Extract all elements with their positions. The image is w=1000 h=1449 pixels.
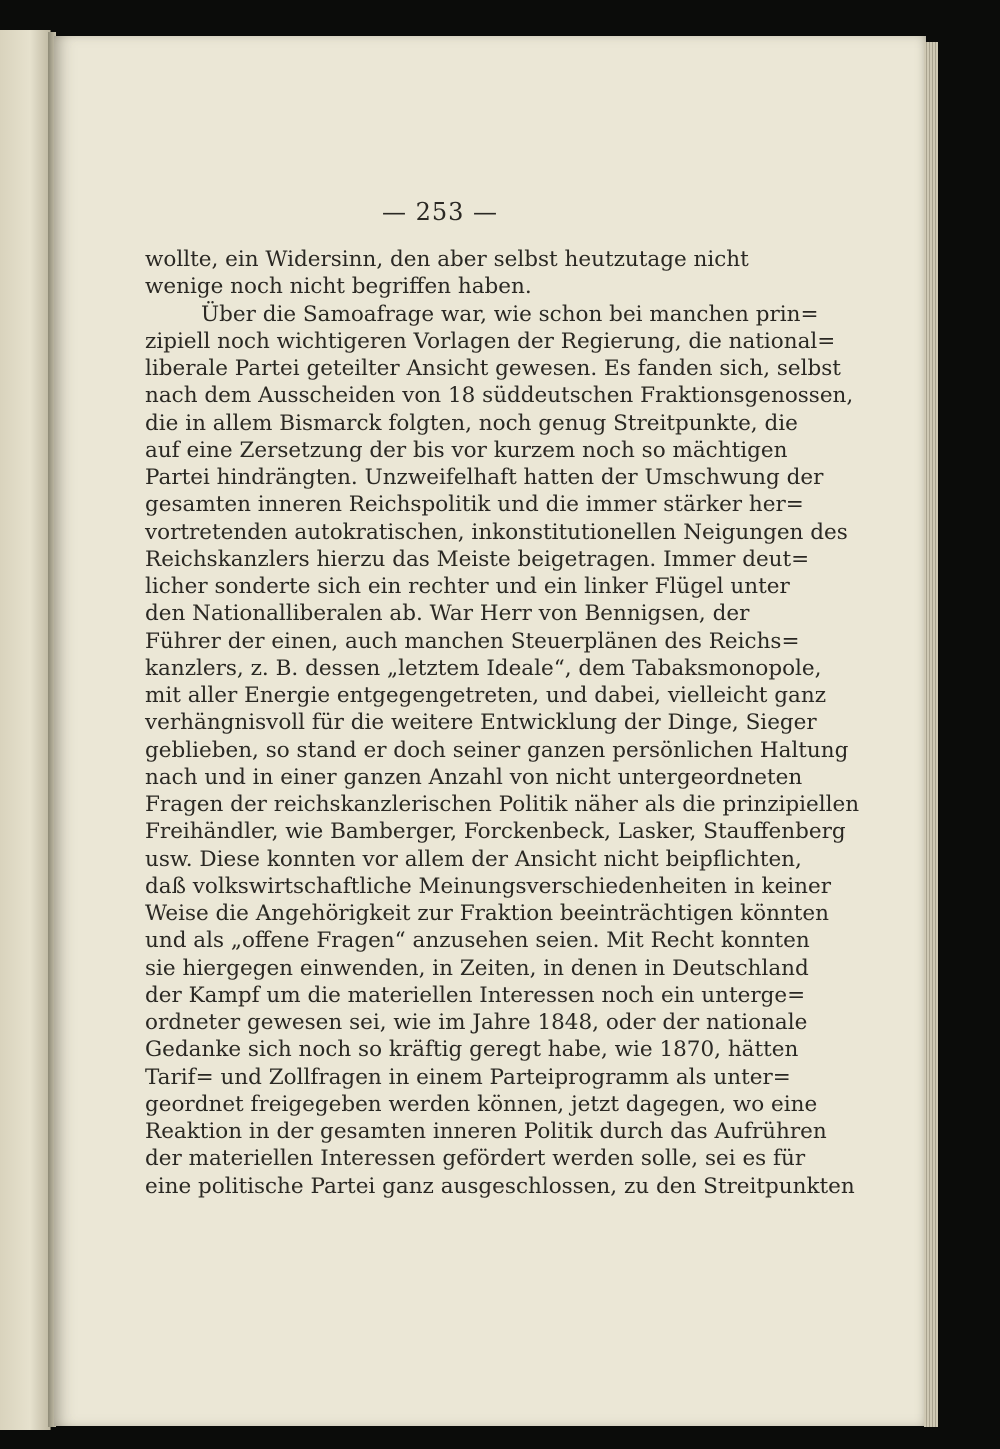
text-line: wollte, ein Widersinn, den aber selbst heutzutage nicht <box>145 247 749 272</box>
text-line: und als „offene Fragen“ anzusehen seien. Mit Recht konnten <box>145 928 810 954</box>
text-line: den Nationalliberalen ab. War Herr von Bennigsen, der <box>145 601 750 627</box>
text-line: vortretenden autokratischen, inkonstitutionellen Neigungen des <box>145 519 848 545</box>
text-line: mit aller Energie entgegengetreten, und dabei, vielleicht ganz <box>145 683 827 708</box>
text-line: Weise die Angehörigkeit zur Fraktion beeinträchtigen könnten <box>145 901 829 926</box>
text-line: Partei hindrängten. Unzweifelhaft hatten der Umschwung der <box>145 465 824 490</box>
text-line: nach und in einer ganzen Anzahl von nicht untergeordneten <box>145 764 803 790</box>
text-line: Tarif= und Zollfragen in einem Parteiprogramm als unter= <box>145 1064 791 1090</box>
text-line: verhängnisvoll für die weitere Entwicklung der Dinge, Sieger <box>145 710 817 736</box>
text-line: die in allem Bismarck folgten, noch genug Streitpunkte, die <box>145 410 798 436</box>
text-line: liberale Partei geteilter Ansicht gewesen. Es fanden sich, selbst <box>145 356 841 381</box>
text-line: der materiellen Interessen gefördert werden solle, sei es für <box>145 1146 806 1172</box>
text-line: gesamten inneren Reichspolitik und die immer stärker her= <box>145 492 804 518</box>
text-line: daß volkswirtschaftliche Meinungsverschiedenheiten in keiner <box>145 873 832 899</box>
text-line: zipiell noch wichtigeren Vorlagen der Regierung, die national= <box>145 328 836 354</box>
text-line: sie hiergegen einwenden, in Zeiten, in denen in Deutschland <box>145 955 809 981</box>
text-line: Freihändler, wie Bamberger, Forckenbeck, Lasker, Stauffenberg <box>145 819 846 845</box>
page-stack-edge <box>924 42 938 1427</box>
text-line: auf eine Zersetzung der bis vor kurzem noch so mächtigen <box>145 437 788 463</box>
text-line: kanzlers, z. B. dessen „letztem Ideale“, dem Tabaksmonopole, <box>145 655 822 681</box>
text-line: ordneter gewesen sei, wie im Jahre 1848, oder der nationale <box>145 1010 808 1035</box>
text-line: Führer der einen, auch manchen Steuerplänen des Reichs= <box>145 628 800 654</box>
text-line: usw. Diese konnten vor allem der Ansicht nicht beipflichten, <box>145 846 802 872</box>
text-line: geblieben, so stand er doch seiner ganzen persönlichen Haltung <box>145 737 849 763</box>
text-line: Reichskanzlers hierzu das Meiste beigetragen. Immer deut= <box>145 546 810 572</box>
text-line: Über die Samoafrage war, wie schon bei manchen prin= <box>201 301 819 327</box>
text-line: Fragen der reichskanzlerischen Politik näher als die prinzipiellen <box>145 792 860 817</box>
facing-page-edge <box>0 30 51 1430</box>
text-line: Reaktion in der gesamten inneren Politik durch das Aufrühren <box>145 1119 827 1144</box>
text-line: wenige noch nicht begriffen haben. <box>145 274 532 300</box>
text-line: geordnet freigegeben werden können, jetzt dagegen, wo eine <box>145 1091 818 1117</box>
text-line: nach dem Ausscheiden von 18 süddeutschen Fraktionsgenossen, <box>145 383 854 409</box>
text-line: Gedanke sich noch so kräftig geregt habe, wie 1870, hätten <box>145 1037 799 1063</box>
text-line: licher sonderte sich ein rechter und ein linker Flügel unter <box>145 574 790 599</box>
page-number: — 253 — <box>381 198 499 226</box>
text-line: eine politische Partei ganz ausgeschlossen, zu den Streitpunkten <box>145 1173 855 1199</box>
text-line: der Kampf um die materiellen Interessen noch ein unterge= <box>145 982 806 1008</box>
body-text <box>145 246 860 1200</box>
